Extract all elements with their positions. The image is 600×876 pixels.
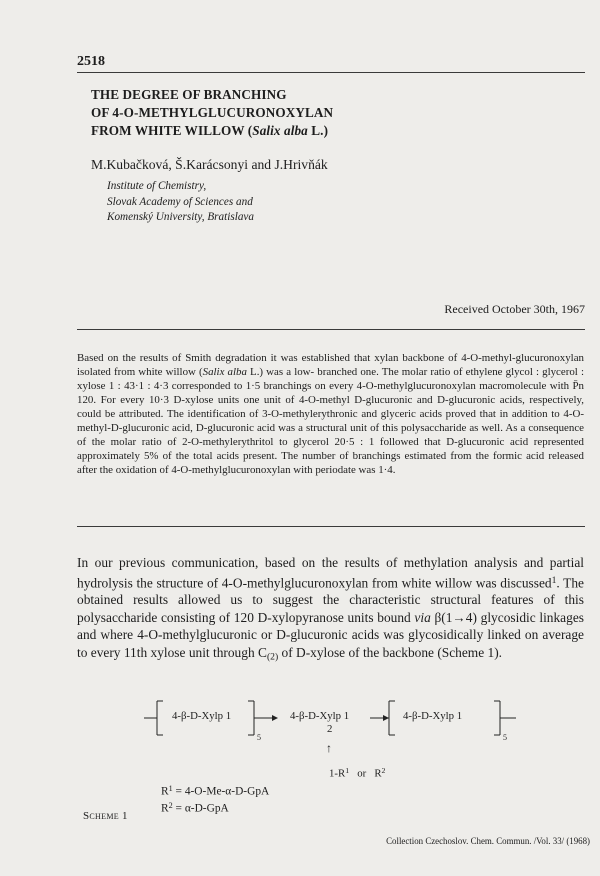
scheme-branch-label: $1-R^1$ or $R^2$ <box>329 766 386 780</box>
affiliation-line-2: Slovak Academy of Sciences and <box>107 195 253 208</box>
affiliation <box>107 179 254 226</box>
scheme-sub-right: 5 <box>503 733 507 742</box>
carbon-position: (2) <box>266 651 279 663</box>
scheme-up-arrow: ↑ <box>326 741 332 755</box>
journal-citation: Collection Czechoslov. Chem. Commun. /Vol. 33/ (1968) <box>386 836 590 846</box>
page-number: 2518 <box>77 54 105 69</box>
title-species: Salix alba <box>252 123 308 138</box>
scheme-unit-right: 4-β-D-Xylp 1 <box>403 710 463 722</box>
or-word: or <box>357 767 367 780</box>
title-line-2: OF 4-O-METHYLGLUCURONOXYLAN <box>91 105 334 120</box>
scheme-sub-left: 5 <box>257 733 261 742</box>
title-line-1: THE DEGREE OF BRANCHING <box>91 87 287 102</box>
abstract-species: Salix alba <box>202 365 247 378</box>
body-paragraph: In our previous communication, based on the results of methylation analysis and partial hydrolysis the structure of 4-O-methylglucuronoxylan from white willow was discussed$^1$. The obtained results allowed us to suggest the characteristic structural features of this polysaccharide consisting of 120 D-xylopyranose units bound via β(1→4) glycosidic linkages and where 4-O-methylglucuronic or D-glucuronic acids was glycosidically linked on average to every 11th xylose unit through $C_{(2)}$ of D-xylose of the backbone (Scheme 1). <box>77 555 584 663</box>
authors: M.Kubačková, Š.Karácsonyi and J.Hrivňák <box>91 157 328 172</box>
r2-superscript: 2 <box>381 766 386 775</box>
definition-r1: $R^1 = 4-O-Me-\alpha-D-GpA$ <box>161 784 270 798</box>
article-title <box>91 86 333 140</box>
title-line-3: FROM WHITE WILLOW (Salix alba L.) <box>91 123 329 138</box>
via-word: via <box>414 609 431 625</box>
scheme-unit-left: 4-β-D-Xylp 1 <box>172 710 232 722</box>
header-rule <box>77 72 585 73</box>
arrow-2-head <box>383 715 389 721</box>
received-date: Received October 30th, 1967 <box>444 302 585 316</box>
scheme-label: Scheme 1 <box>83 810 128 822</box>
scheme-branch-position: 2 <box>327 723 333 735</box>
affiliation-line-1: Institute of Chemistry, <box>107 180 207 192</box>
abstract-rule-top <box>77 329 585 330</box>
scheme-definitions <box>161 782 269 815</box>
definition-r2: $R^2 = \alpha-D-GpA$ <box>161 800 229 815</box>
abstract-rule-bottom <box>77 526 585 527</box>
arrow-1-head <box>272 715 278 721</box>
scheme-unit-middle: 4-β-D-Xylp 1 <box>290 710 350 722</box>
reference-1: 1 <box>551 574 557 586</box>
affiliation-line-3: Komenský University, Bratislava <box>107 211 254 223</box>
r1-superscript: 1 <box>345 766 350 775</box>
abstract: Based on the results of Smith degradation it was established that xylan backbone of 4-O-methyl-glucuronoxylan isolated from white willow (Salix alba L.) was a low- branched one. The molar ratio of ethylene glycol : glycerol : xylose 1 : 43·1 : 4·3 corresponded to 1·5 branchings on every 4-O-methylglucuronoxylan macromolecule with P̄n 120. For every 10·3 D-xylose units one unit of 4-O-methyl D-glucuronic and D-glucuronic acids, respectively, could be attributed. The identification of 3-O-methylerythronic and glyceric acids proved that in addition to 4-O-methyl-D-glucuronic acid, D-glucuronic acid was a structural unit of this polysaccharide as well. As a consequence of the molar ratio of 2-O-methylerythritol to glycerol 20·5 : 1 followed that D-glucuronic acid represented approximately 5% of the total acids present. The number of branchings estimated from the formic acid released after the oxidation of 4-O-methylglucuronoxylan with periodate was 1·4. <box>77 352 584 476</box>
